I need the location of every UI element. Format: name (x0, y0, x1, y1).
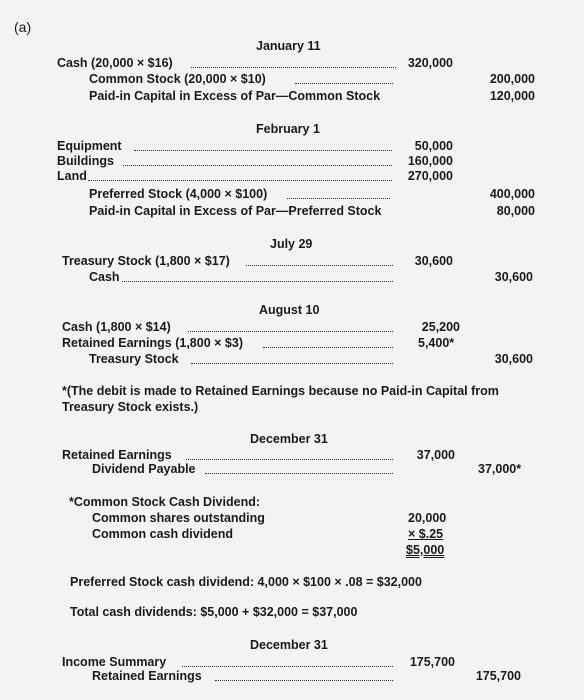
dot-leader (295, 83, 393, 84)
dot-leader (134, 150, 392, 151)
credit-pic-preferred: 80,000 (496, 204, 535, 218)
dot-leader (205, 473, 393, 474)
debit-income-summary: 175,700 (409, 655, 455, 669)
account-cash-jul29: Cash (89, 270, 120, 284)
account-pic-preferred: Paid-in Capital in Excess of Par—Preferred Stock (89, 204, 382, 218)
dot-leader (186, 459, 393, 460)
account-equipment: Equipment (57, 139, 122, 153)
credit-cash-jul29: 30,600 (494, 270, 533, 284)
dot-leader (215, 680, 393, 681)
dot-leader (188, 331, 393, 332)
debit-treasury-stock-jul29: 30,600 (414, 254, 453, 268)
dot-leader (182, 666, 393, 667)
calc-shares-label: Common shares outstanding (92, 511, 265, 525)
account-income-summary: Income Summary (62, 655, 167, 669)
debit-retained-earnings-dec31: 37,000 (416, 448, 455, 462)
entry-date-feb1: February 1 (256, 122, 320, 136)
calc-dividend-label: Common cash dividend (92, 527, 233, 541)
dot-leader (191, 363, 393, 364)
account-common-stock: Common Stock (20,000 × $10) (89, 72, 266, 86)
preferred-dividend-line: Preferred Stock cash dividend: 4,000 × $100 × .08 = $32,000 (70, 575, 422, 589)
debit-retained-earnings-aug10: 5,400* (418, 336, 455, 350)
dot-leader (263, 347, 393, 348)
total-dividends-line: Total cash dividends: $5,000 + $32,000 = $37,000 (70, 605, 358, 619)
debit-cash-aug10: 25,200 (421, 320, 460, 334)
account-dividend-payable: Dividend Payable (92, 462, 196, 476)
debit-cash-jan11: 320,000 (407, 56, 453, 70)
account-pic-common: Paid-in Capital in Excess of Par—Common Stock (89, 89, 381, 103)
calc-total-value: $5,000 (406, 543, 445, 557)
part-label: (a) (14, 19, 32, 35)
dot-leader (246, 265, 393, 266)
footnote-line-1: *(The debit is made to Retained Earnings because no Paid-in Capital from (62, 384, 499, 398)
account-cash-jan11: Cash (20,000 × $16) (57, 56, 173, 70)
dot-leader (287, 198, 390, 199)
account-buildings: Buildings (57, 154, 114, 168)
debit-land: 270,000 (407, 169, 453, 183)
credit-dividend-payable: 37,000* (478, 462, 522, 476)
dot-leader (123, 165, 392, 166)
dot-leader (191, 67, 396, 68)
credit-treasury-stock-aug10: 30,600 (494, 352, 533, 366)
entry-date-dec31-dividends: December 31 (250, 432, 328, 446)
calc-dividend-value: × $.25 (408, 527, 444, 541)
account-preferred-stock: Preferred Stock (4,000 × $100) (89, 187, 268, 201)
dot-leader (88, 180, 392, 181)
entry-date-aug10: August 10 (259, 303, 320, 317)
credit-common-stock: 200,000 (489, 72, 535, 86)
account-treasury-stock-jul29: Treasury Stock (1,800 × $17) (62, 254, 230, 268)
entry-date-jan11: January 11 (256, 39, 321, 53)
footnote-line-2: Treasury Stock exists.) (62, 400, 199, 414)
account-retained-earnings-aug10: Retained Earnings (1,800 × $3) (62, 336, 243, 350)
dot-leader (122, 281, 393, 282)
credit-pic-common: 120,000 (489, 89, 535, 103)
account-land: Land (57, 169, 87, 183)
credit-preferred-stock: 400,000 (489, 187, 535, 201)
entry-date-dec31-closing: December 31 (250, 638, 328, 652)
debit-buildings: 160,000 (407, 154, 453, 168)
account-retained-earnings-dec31: Retained Earnings (62, 448, 172, 462)
account-retained-earnings-closing: Retained Earnings (92, 669, 202, 683)
calc-shares-value: 20,000 (408, 511, 447, 525)
entry-date-jul29: July 29 (270, 237, 313, 251)
account-treasury-stock-aug10: Treasury Stock (89, 352, 179, 366)
debit-equipment: 50,000 (414, 139, 453, 153)
calc-heading: *Common Stock Cash Dividend: (69, 495, 260, 509)
account-cash-aug10: Cash (1,800 × $14) (62, 320, 171, 334)
credit-retained-earnings-closing: 175,700 (475, 669, 521, 683)
